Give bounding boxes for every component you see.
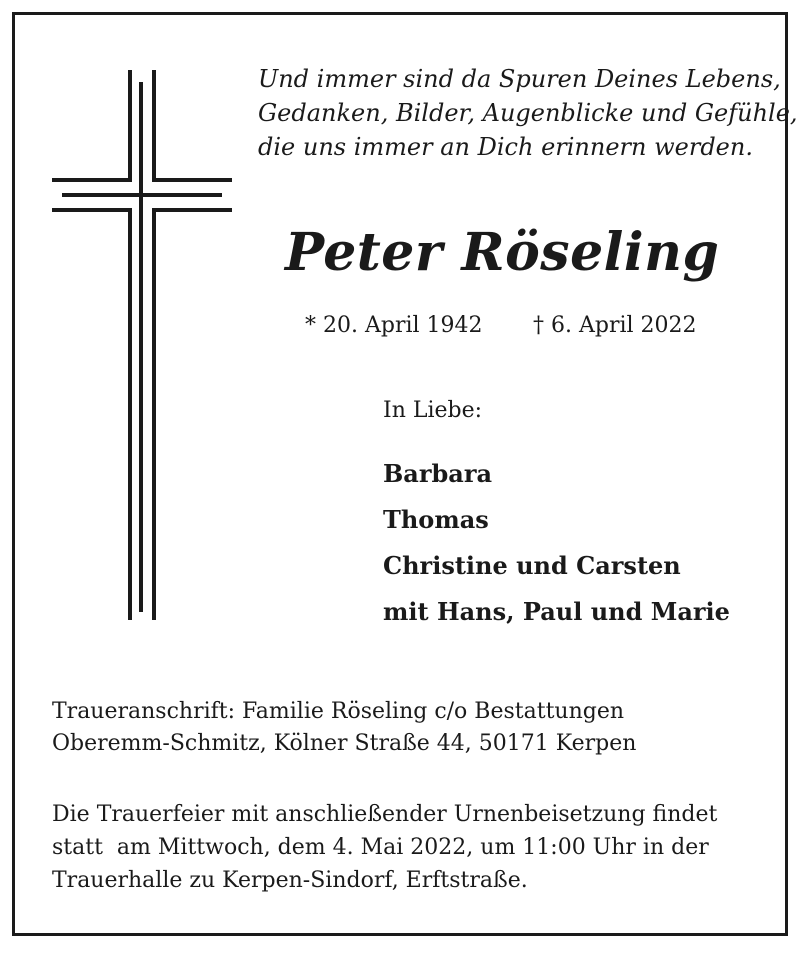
mourner-name: Thomas bbox=[383, 505, 489, 534]
poem-line: die uns immer an Dich erinnern werden. bbox=[258, 133, 753, 161]
poem bbox=[258, 62, 798, 164]
mourners-list bbox=[383, 451, 783, 635]
mourning-address bbox=[52, 696, 772, 760]
life-dates bbox=[305, 313, 775, 338]
mourner-name: mit Hans, Paul und Marie bbox=[383, 597, 730, 626]
birth-date: * 20. April 1942 bbox=[305, 313, 483, 338]
ceremony-line: statt am Mittwoch, dem 4. Mai 2022, um 11:00 Uhr in der bbox=[52, 835, 709, 860]
address-line: Traueranschrift: Familie Röseling c/o Bestattungen bbox=[52, 699, 625, 724]
ceremony-line: Trauerhalle zu Kerpen-Sindorf, Erftstraße. bbox=[52, 868, 528, 893]
mourner-name: Barbara bbox=[383, 459, 493, 488]
cross-icon bbox=[52, 70, 232, 620]
address-line: Oberemm-Schmitz, Kölner Straße 44, 50171 Kerpen bbox=[52, 731, 637, 756]
poem-line: Und immer sind da Spuren Deines Lebens, bbox=[258, 65, 781, 93]
mourners-intro: In Liebe: bbox=[383, 398, 483, 423]
poem-line: Gedanken, Bilder, Augenblicke und Gefühle, bbox=[258, 99, 798, 127]
ceremony-info bbox=[52, 798, 772, 897]
death-date: † 6. April 2022 bbox=[533, 313, 697, 338]
deceased-name: Peter Röseling bbox=[285, 222, 720, 283]
mourner-name: Christine und Carsten bbox=[383, 551, 681, 580]
ceremony-line: Die Trauerfeier mit anschließender Urnenbeisetzung findet bbox=[52, 802, 718, 827]
